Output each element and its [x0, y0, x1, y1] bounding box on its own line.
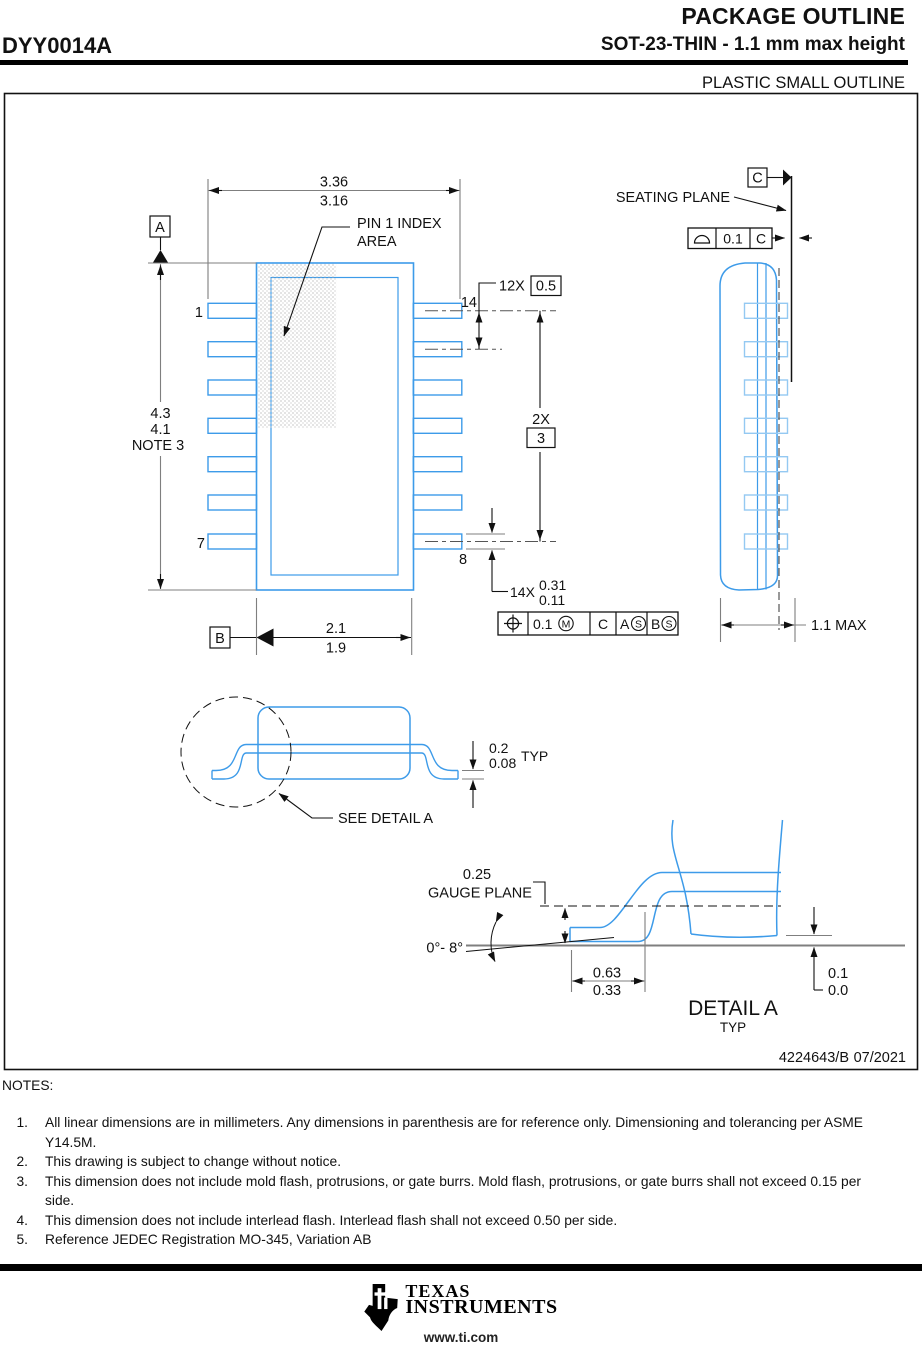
brand-line2: INSTRUMENTS: [405, 1296, 558, 1318]
position-fcf: [498, 612, 678, 635]
pin-label-8: 8: [458, 552, 468, 568]
gauge-label: GAUGE PLANE: [428, 885, 532, 902]
datum-a-label: A: [155, 220, 165, 236]
height-max-label: 1.1 MAX: [811, 618, 867, 634]
note-item-1: [2, 1113, 888, 1152]
pin1-index-area: [258, 264, 337, 428]
profile-fcf: [688, 228, 812, 249]
seating-plane-label: SEATING PLANE: [615, 190, 730, 206]
position-symbol-icon: [504, 615, 522, 633]
package-type: PLASTIC SMALL OUTLINE: [702, 74, 905, 92]
note-item-5: [2, 1230, 888, 1250]
pin1-index-label-line1: PIN 1 INDEX: [357, 216, 442, 232]
pin-label-1: 1: [194, 305, 203, 321]
angle-arc: [491, 922, 496, 962]
drawing-border: [5, 94, 918, 1070]
note-number: 1.: [16, 1115, 28, 1130]
detail-a-body: [672, 820, 783, 937]
detail-a-circle: [181, 697, 291, 807]
height-extensions: [721, 598, 796, 642]
thickness-typ: TYP: [521, 748, 549, 764]
fcf-tolerance: 0.1: [533, 616, 553, 632]
lead-width-count: 14X: [510, 584, 535, 600]
note-number: 2.: [16, 1154, 28, 1169]
pitch-count: 12X: [499, 278, 525, 295]
standoff-min: 0.0: [828, 983, 849, 999]
profile-fcf-tol: 0.1: [723, 230, 743, 247]
thickness-extensions: [462, 771, 484, 780]
dim-height-max: 4.3: [150, 406, 171, 422]
note-item-3: [2, 1172, 888, 1211]
dim-height-note: NOTE 3: [131, 438, 185, 454]
front-leads: [212, 745, 458, 780]
notes-heading: NOTES:: [2, 1078, 54, 1093]
note-number: 3.: [16, 1173, 28, 1189]
fcf-datum3-mod: S: [665, 618, 673, 631]
document-number: 4224643/B: [778, 1050, 849, 1066]
detail-a-lead: [570, 873, 781, 942]
pitch-value: 0.5: [535, 278, 557, 295]
brand-line1: TEXAS: [405, 1281, 471, 1301]
profile-fcf-datum: C: [755, 230, 767, 247]
angle-label: 0°- 8°: [426, 940, 463, 957]
note-item-2: [2, 1152, 888, 1172]
note-text: This drawing is subject to change without notice.: [45, 1154, 342, 1169]
thickness-min: 0.08: [489, 755, 517, 771]
note-number: 5.: [16, 1232, 28, 1247]
foot-max: 0.63: [592, 965, 622, 982]
detail-a-typ: TYP: [719, 1020, 747, 1035]
fcf-datum3: B: [651, 616, 661, 632]
detail-a-title: DETAIL A: [688, 997, 778, 1020]
website-link[interactable]: www.ti.com: [423, 1330, 499, 1345]
dim-width-max: 3.36: [319, 174, 349, 191]
datum-b-label: B: [215, 631, 225, 647]
note-text: This dimension does not include mold flash, protrusions, or gate burrs. Mold flash, protrusions, or gate burrs shall not exceed 0.15 per side.: [45, 1173, 861, 1208]
pin-label-7: 7: [196, 536, 205, 552]
lead-width-min: 0.11: [539, 592, 566, 608]
datum-b-triangle-icon: [257, 629, 274, 647]
datum-a-triangle-icon: [153, 250, 168, 263]
dim-width-min: 3.16: [319, 193, 349, 210]
pin-label-14: 14: [460, 295, 477, 311]
note-item-4: [2, 1211, 888, 1231]
top-view: [132, 175, 678, 657]
fcf-datum2: A: [620, 616, 630, 632]
front-view: [181, 697, 548, 827]
datum-c-label: C: [752, 170, 763, 187]
span-value: 3: [536, 431, 546, 447]
side-body-outline: [720, 263, 778, 590]
ti-logo: [0, 1281, 922, 1331]
part-number: DYY0014A: [2, 33, 113, 58]
right-pins: [413, 303, 462, 549]
fcf-tol-modifier: M: [561, 618, 571, 631]
package-description: SOT-23-THIN - 1.1 mm max height: [600, 34, 905, 55]
texas-state-icon: [364, 1284, 398, 1331]
brand-wordmark: [405, 1281, 558, 1318]
see-detail-leader: [279, 794, 333, 819]
fcf-datum2-mod: S: [634, 618, 643, 631]
foot-min: 0.33: [592, 983, 622, 999]
fcf-datum1: C: [597, 616, 609, 632]
thickness-max: 0.2: [489, 740, 509, 756]
note-text: All linear dimensions are in millimeters. Any dimensions in parenthesis are for reference only. Dimensioning and tolerancing per ASME Y14.5M.: [45, 1115, 863, 1150]
note-text: This dimension does not include interlead flash. Interlead flash shall not exceed 0.50 per side.: [45, 1212, 618, 1228]
footer-rule: [0, 1264, 922, 1271]
dim-body-min: 1.9: [325, 640, 347, 657]
dim-height-min: 4.1: [150, 422, 171, 438]
datum-c-triangle-icon: [783, 170, 792, 186]
see-detail-label: SEE DETAIL A: [338, 811, 434, 827]
lead-width-max: 0.31: [539, 577, 567, 593]
note-text: Reference JEDEC Registration MO-345, Variation AB: [45, 1232, 372, 1247]
front-body-outline: [258, 707, 410, 779]
detail-a-view: [426, 820, 905, 1035]
note-number: 4.: [16, 1212, 28, 1228]
left-pins: [208, 303, 257, 549]
pin1-index-label-line2: AREA: [357, 234, 397, 250]
dim-body-max: 2.1: [325, 621, 347, 637]
profile-of-surface-symbol-icon: [695, 236, 710, 243]
gauge-value: 0.25: [462, 867, 492, 883]
page-title: PACKAGE OUTLINE: [681, 3, 905, 29]
notes-section: [2, 1078, 907, 1250]
side-view: [616, 168, 867, 642]
standoff-max: 0.1: [828, 966, 849, 982]
document-date: 07/2021: [853, 1050, 906, 1066]
span-count: 2X: [532, 412, 550, 428]
